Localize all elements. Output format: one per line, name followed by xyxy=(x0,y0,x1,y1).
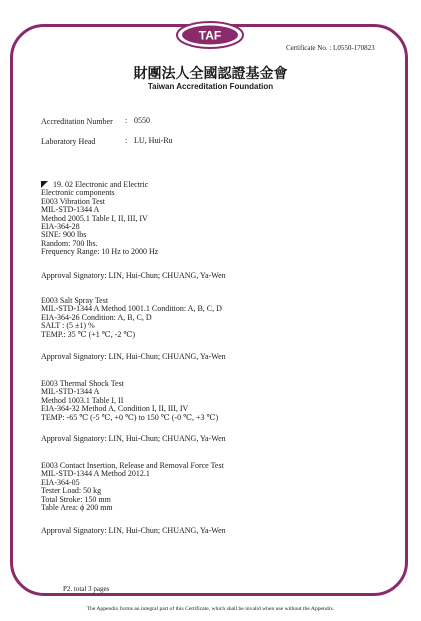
section-line: E003 Salt Spray Test xyxy=(41,296,109,305)
section-line: 19. 02 Electronic and Electric xyxy=(53,180,149,189)
section-line: EIA-364-32 Method A, Condition I, II, III, IV xyxy=(41,404,189,414)
approval-signatory: Approval Signatory: LIN, Hui-Chun; CHUANG, Ya-Wen xyxy=(41,526,226,535)
organization-name-chinese: 財團法人全國認證基金會 xyxy=(133,66,288,82)
test-section-vibration xyxy=(41,181,158,257)
laboratory-head-value: LU, Hui-Ru xyxy=(134,136,173,145)
section-line: E003 Vibration Test xyxy=(41,196,105,206)
section-line: MIL-STD-1344 A xyxy=(41,205,100,215)
section-line: Total Stroke: 150 mm xyxy=(41,494,111,504)
section-line: TEMP.: 35 ℃ (+1 ℃, -2 ℃) xyxy=(41,329,136,339)
section-line: E003 Thermal Shock Test xyxy=(41,379,124,388)
section-line: TEMP: -65 ℃ (-5 ℃, +0 ℃) to 150 ℃ (-0 ℃, +3 ℃) xyxy=(41,412,219,422)
section-line: E003 Contact Insertion, Release and Removal Force Test xyxy=(41,461,224,470)
test-section-salt-spray xyxy=(41,297,222,339)
section-line: Method 2005.1 Table I, II, III, IV xyxy=(41,213,148,223)
test-section-thermal-shock xyxy=(41,380,218,422)
triangle-marker-icon xyxy=(41,181,48,188)
section-line: Frequency Range: 10 Hz to 2000 Hz xyxy=(41,247,159,257)
organization-name-english: Taiwan Accreditation Foundation xyxy=(147,82,274,91)
section-line: EIA-364-26 Condition: A, B, C, D xyxy=(41,312,152,322)
laboratory-head-colon: : xyxy=(125,136,128,145)
approval-signatory: Approval Signatory: LIN, Hui-Chun; CHUANG, Ya-Wen xyxy=(41,352,226,361)
section-line: MIL-STD-1344 A Method 1001.1 Condition: A, B, C, D xyxy=(41,304,222,314)
section-line: Electronic components xyxy=(41,188,115,198)
section-line: Tester Load: 50 kg xyxy=(41,486,102,496)
approval-signatory: Approval Signatory: LIN, Hui-Chun; CHUANG, Ya-Wen xyxy=(41,434,226,443)
section-line: MIL-STD-1344 A xyxy=(41,387,100,397)
section-line: Random: 700 lbs. xyxy=(41,238,98,248)
section-line: MIL-STD-1344 A Method 2012.1 xyxy=(41,469,150,479)
section-line: EIA-364-05 xyxy=(41,477,80,487)
laboratory-head-label: Laboratory Head xyxy=(41,137,96,146)
section-line: SINE: 900 lbs xyxy=(41,230,87,240)
accreditation-number-value: 0550 xyxy=(134,116,150,125)
test-section-contact-force xyxy=(41,462,224,512)
taf-logo xyxy=(175,20,245,50)
certificate-number: Certificate No. : L0550-170823 xyxy=(286,44,375,52)
section-line: Table Area: ϕ 200 mm xyxy=(41,503,113,513)
section-line: Method 1003.1 Table I, II xyxy=(41,395,124,405)
accreditation-number-label: Accreditation Number xyxy=(41,117,113,126)
logo-text: TAF xyxy=(198,28,222,43)
appendix-note: The Appendix forms an integral part of this Certificate, which shall be invalid when use without the Appendix. xyxy=(86,606,335,612)
approval-signatory: Approval Signatory: LIN, Hui-Chun; CHUANG, Ya-Wen xyxy=(41,271,226,280)
section-line: EIA-364-28 xyxy=(41,222,80,232)
accreditation-number-colon: : xyxy=(125,116,128,125)
section-line: SALT : (5 ±1) % xyxy=(41,321,95,331)
page-number: P2. total 3 pages xyxy=(63,585,110,593)
